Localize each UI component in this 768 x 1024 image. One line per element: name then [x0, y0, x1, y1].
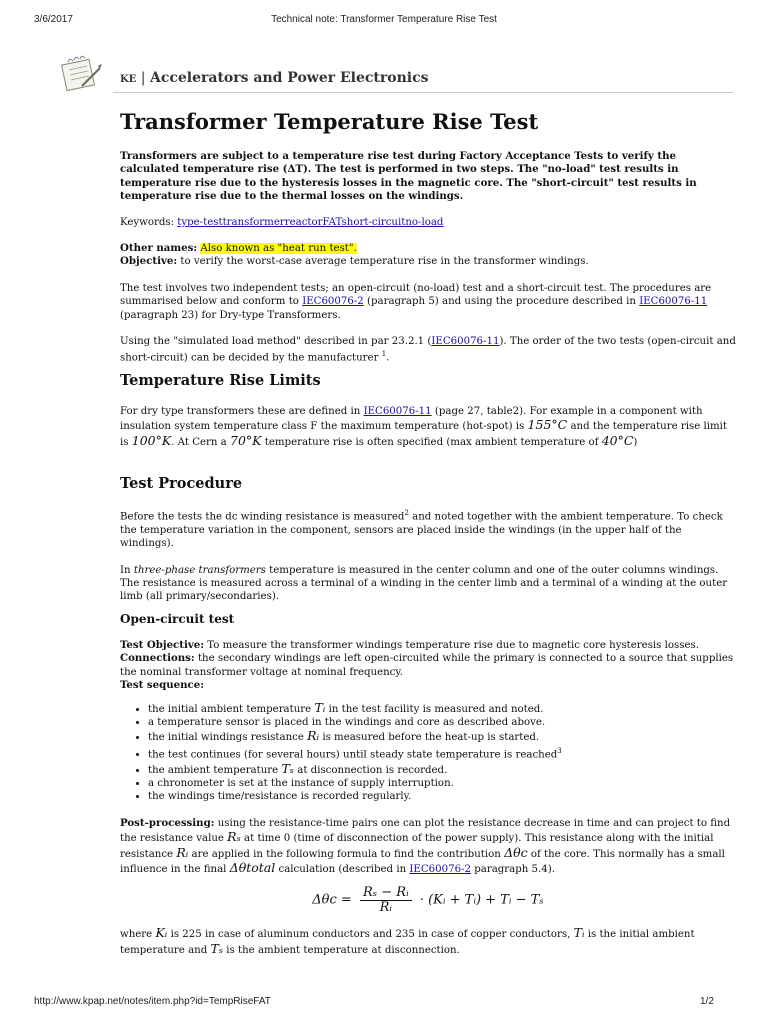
where-text: is the ambient temperature at disconnection.	[226, 944, 460, 956]
iec60076-11-link[interactable]: IEC60076-11	[639, 296, 708, 308]
list-item	[148, 716, 736, 729]
step-text: the ambient temperature	[148, 764, 279, 776]
step-text: the test continues (for several hours) until steady state temperature is reached	[148, 749, 558, 761]
print-title: Technical note: Transformer Temperature Rise Test	[271, 14, 497, 25]
site-header	[120, 70, 429, 86]
procedure-text: and noted together with the ambient temperature. To check the temperature variation in the component, sensors are placed inside the windings (in the upper half of the windings).	[120, 511, 723, 550]
list-item	[148, 790, 736, 803]
objective-value: to verify the worst-case average temperature rise in the transformer windings.	[180, 256, 589, 268]
page-title: Transformer Temperature Rise Test	[120, 109, 539, 134]
site-section-link[interactable]: Accelerators and Power Electronics	[149, 70, 429, 86]
limits-text: temperature rise is often specified (max ambient temperature of	[264, 436, 599, 448]
post-text: at time 0 (time of disconnection of the power supply). This resistance along with the initial resistance	[120, 833, 714, 860]
step-text: is measured before the heat-up is started.	[322, 732, 540, 744]
ti-symbol: Tᵢ	[573, 925, 585, 941]
rs-symbol: Rₛ	[227, 829, 241, 845]
site-separator: |	[140, 70, 146, 86]
three-phase-emphasis: three-phase transformers	[133, 564, 266, 576]
iec60076-2-link[interactable]: IEC60076-2	[409, 864, 471, 876]
where-text: is 225 in case of aluminum conductors and 235 in case of copper conductors,	[170, 929, 571, 941]
ki-symbol: Kᵢ	[155, 925, 168, 941]
objective-label: Objective:	[120, 255, 178, 268]
test-sequence-list	[120, 701, 736, 804]
where-text: is the initial ambient temperature and	[120, 929, 695, 956]
step-symbol: Tₛ	[281, 760, 295, 776]
limits-paragraph	[120, 405, 736, 449]
keywords-line	[120, 216, 736, 229]
delta-theta-formula	[120, 886, 736, 914]
procedure-text: Before the tests the dc winding resistance is measured	[120, 511, 405, 523]
iec60076-11-link[interactable]: IEC60076-11	[431, 336, 500, 348]
limits-text: )	[633, 436, 638, 448]
notepad-logo-icon	[60, 52, 104, 96]
step-symbol: Rᵢ	[307, 728, 320, 744]
formula-lhs: Δθc =	[312, 892, 352, 908]
oc-sequence-line	[120, 679, 736, 692]
oc-sequence-label: Test sequence:	[120, 679, 204, 692]
objective-line	[120, 255, 736, 268]
procedure-paragraph-2	[120, 564, 736, 604]
list-item	[148, 701, 736, 716]
limits-text: For dry type transformers these are defined in	[120, 406, 361, 417]
procedure-text: In	[120, 564, 131, 576]
footnote-ref[interactable]: 2	[404, 509, 409, 517]
iec60076-2-link[interactable]: IEC60076-2	[302, 296, 364, 308]
intro-text: (paragraph 5) and using the procedure described in	[367, 296, 636, 308]
other-names-label: Other names:	[120, 242, 198, 255]
print-url: http://www.kpap.net/notes/item.php?id=TempRiseFAT	[34, 996, 271, 1007]
oc-objective-label: Test Objective:	[120, 639, 204, 651]
step-text: at disconnection is recorded.	[297, 764, 448, 776]
procedure-heading: Test Procedure	[120, 475, 243, 492]
post-text: paragraph 5.4).	[474, 864, 555, 876]
formula-numerator: Rₛ − Rᵢ	[360, 886, 412, 900]
intro-text: (paragraph 23) for Dry-type Transformers.	[120, 309, 341, 321]
procedure-paragraph-1	[120, 507, 736, 551]
cern-rise-value: 70°K	[230, 432, 262, 448]
oc-connections-value: the secondary windings are left open-circuited while the primary is connected to a source that supplies the nominal transformer voltage at nominal frequency.	[120, 653, 734, 678]
limits-text: . At Cern a	[171, 436, 227, 448]
site-logo-text: KE	[120, 74, 137, 85]
footnote-ref[interactable]: 1	[381, 350, 387, 359]
delta-theta-total-symbol: Δθtotal	[229, 860, 276, 876]
limits-heading: Temperature Rise Limits	[120, 372, 321, 389]
list-item	[148, 729, 736, 744]
post-text: using the resistance-time pairs one can plot the resistance decrease in time and can project to find the resistance value	[120, 817, 731, 845]
oc-objective-line	[120, 639, 736, 652]
section-procedure	[120, 475, 736, 604]
step-text: the windings time/resistance is recorded regularly.	[148, 791, 412, 803]
formula-explanation	[120, 926, 736, 957]
step-symbol: Tᵢ	[314, 699, 326, 715]
iec60076-11-link[interactable]: IEC60076-11	[363, 406, 432, 417]
list-item	[148, 762, 736, 777]
list-item	[148, 777, 736, 790]
ambient-max-value: 40°C	[601, 432, 634, 448]
ts-symbol: Tₛ	[210, 940, 224, 956]
other-names-line	[120, 242, 736, 255]
keywords-link[interactable]: type-testtransformerreactorFATshort-circuitno-load	[177, 216, 444, 228]
oc-connections-label: Connections:	[120, 652, 195, 665]
list-item	[148, 745, 736, 762]
post-processing-paragraph	[120, 817, 736, 877]
procedure-text: temperature is measured in the center column and one of the outer columns windings. The resistance is measured across a terminal of a winding in the center limb and a terminal of a winding at the outer limb (all primary/secondaries).	[120, 564, 728, 603]
open-circuit-heading: Open-circuit test	[120, 612, 235, 626]
post-text: are applied in the following formula to find the contribution	[191, 848, 501, 860]
print-date: 3/6/2017	[34, 14, 73, 25]
max-temp-value: 155°C	[527, 417, 568, 433]
article-top	[120, 110, 736, 365]
intro-text: ). The order of the two tests (open-circuit and short-circuit) can be decided by the manufacturer	[120, 336, 736, 364]
keywords-label: Keywords:	[120, 216, 175, 228]
ri-symbol: Rᵢ	[176, 844, 189, 860]
intro-paragraph-2	[120, 335, 736, 365]
footnote-ref[interactable]: 3	[557, 746, 562, 755]
abstract: Transformers are subject to a temperature rise test during Factory Acceptance Tests to verify the calculated temperature rise (ΔT). The test is performed in two steps. The "no-load" test results in temperature rise due to the hysteresis losses in the magnetic core. The "short-circuit" test results in temperature rise due to the thermal losses on the windings.	[120, 150, 697, 203]
rise-limit-value: 100°K	[131, 432, 172, 448]
intro-text: .	[386, 352, 390, 364]
other-names-value: Also known as "heat run test".	[200, 243, 357, 255]
section-open-circuit	[120, 612, 736, 957]
step-text: a temperature sensor is placed in the windings and core as described above.	[148, 717, 546, 729]
intro-paragraph-1	[120, 282, 736, 322]
post-processing-label: Post-processing:	[120, 816, 215, 829]
limits-text: and the temperature rise limit is	[120, 421, 728, 448]
where-text: where	[120, 929, 153, 941]
step-text: the initial ambient temperature	[148, 703, 312, 715]
oc-objective-value: To measure the transformer windings temperature rise due to magnetic core hysteresis losses.	[207, 640, 699, 651]
formula-fraction	[360, 886, 412, 914]
oc-connections-line	[120, 652, 736, 679]
step-text: in the test facility is measured and noted.	[328, 703, 544, 715]
delta-theta-c-symbol: Δθc	[504, 844, 528, 860]
formula-denominator: Rᵢ	[379, 899, 393, 915]
formula-rhs: · (Kᵢ + Tᵢ) + Tᵢ − Tₛ	[419, 892, 544, 908]
post-text: of the core. This normally has a small influence in the final	[120, 848, 725, 876]
intro-text: The test involves two independent tests; an open-circuit (no-load) test and a short-circuit test. The procedures are summarised below and conform to	[120, 282, 712, 308]
header-divider	[113, 92, 733, 93]
limits-text: (page 27, table2). For example in a component with insulation system temperature class F the maximum temperature (hot-spot) is	[120, 406, 703, 433]
intro-text: Using the "simulated load method" described in par 23.2.1 (	[120, 336, 432, 348]
step-text: the initial windings resistance	[148, 732, 304, 744]
print-page-number: 1/2	[700, 996, 714, 1007]
step-text: a chronometer is set at the instance of supply interruption.	[148, 778, 454, 790]
post-text: calculation (described in	[278, 864, 407, 876]
section-limits	[120, 372, 736, 449]
